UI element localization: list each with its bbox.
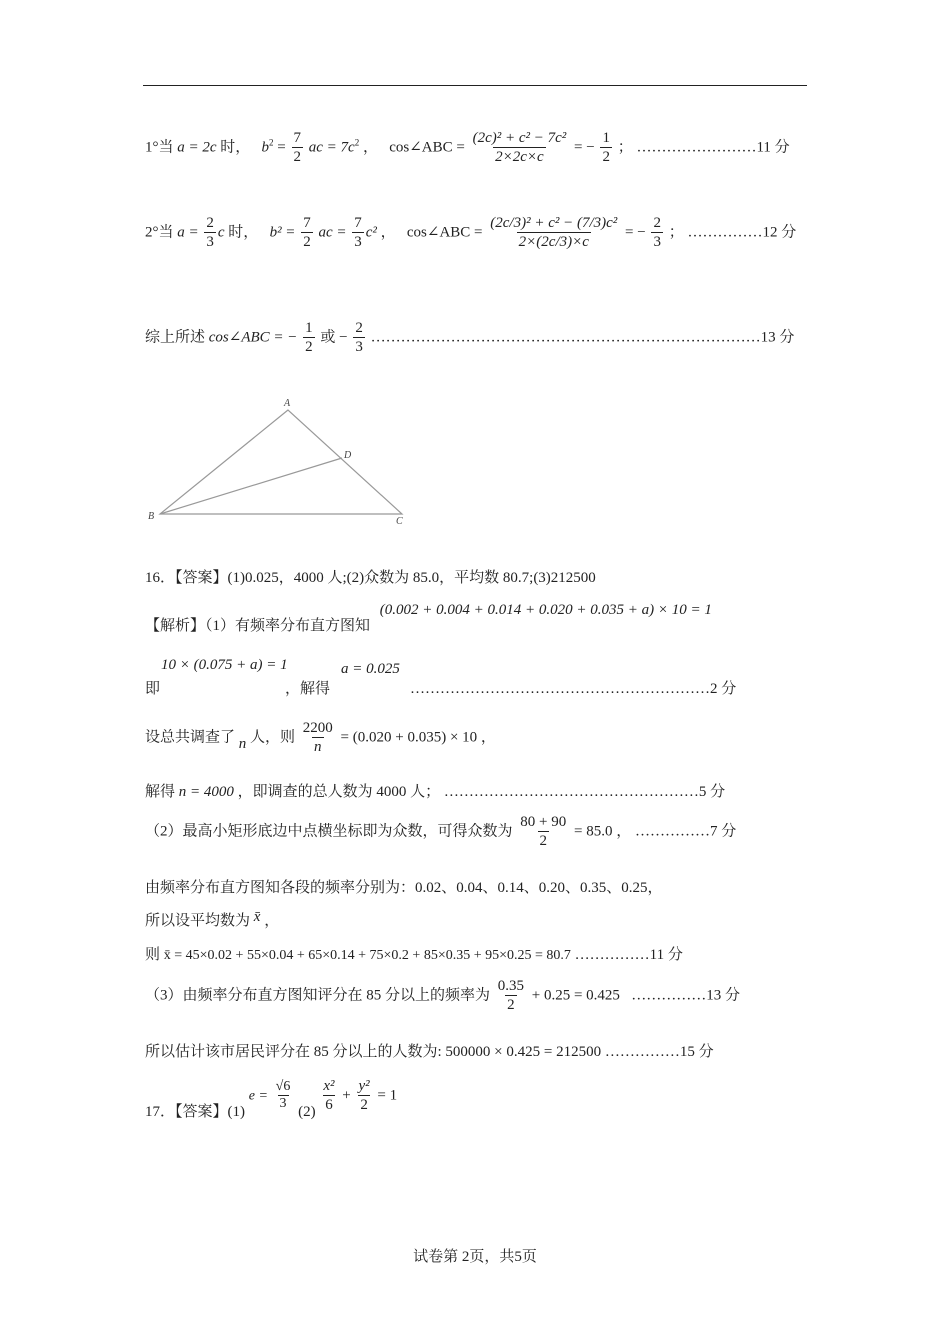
frac-num: (2c/3)² + c² − (7/3)c² xyxy=(490,215,618,231)
case1-cos-frac xyxy=(471,130,569,166)
summary-line xyxy=(145,320,794,356)
q16-avg-set: 所以设平均数为 xyxy=(145,913,251,929)
q16-survey-end: ， xyxy=(480,729,496,746)
case1-line: 1°当 a = 2c 时， $b^2$ = $\frac{7}{2}$ ac = $7c^2$ ， cos∠ABC = $\frac{\text{(2c)² + c² − 7c²}}{2\times 2c\times c}$ = − $\frac{1}{2}$ ； ……………………11 分 xyxy=(145,130,790,166)
frac-den: 3 xyxy=(354,234,362,251)
q16-est-text: 所以估计该市居民评分在 85 分以上的人数为: xyxy=(145,1044,442,1060)
q16-jiede: ，解得 xyxy=(285,681,331,697)
case2-line xyxy=(145,215,796,251)
q16-p3-text: （3）由频率分布直方图知评分在 85 分以上的频率为 xyxy=(145,987,491,1004)
q16-soln-post: ，即调查的总人数为 4000 人； xyxy=(237,784,441,800)
q16-avg-x: x̄ xyxy=(253,909,261,925)
q16-score-5: ……………………………………………5 分 xyxy=(443,784,726,800)
frac-num: x² xyxy=(323,1078,335,1094)
q16-survey-mid: 人，则 xyxy=(250,729,296,746)
result-pre: = − xyxy=(625,224,646,241)
q17-plus: + xyxy=(342,1087,351,1104)
q16-survey-frac xyxy=(301,720,335,756)
case1-cos-lhs: cos∠ABC = xyxy=(389,139,465,156)
q16-score-7: ……………7 分 xyxy=(634,823,737,840)
case2-b2-pre: b² = xyxy=(269,224,296,241)
frac-num: 1 xyxy=(305,320,313,336)
q16-score-11: ……………11 分 xyxy=(574,947,683,963)
end: ； xyxy=(668,224,684,241)
q17-y-frac xyxy=(356,1078,371,1114)
q17-e-pre: e = xyxy=(248,1088,268,1104)
label-c: C xyxy=(396,516,403,527)
q16-answer: 16．【答案】(1)0.025，4000 人;(2)众数为 85.0，平均数 80.7;(3)212500 xyxy=(145,570,596,586)
q16-soln: n = 4000 xyxy=(178,784,234,800)
q16-mode-text: （2）最高小矩形底边中点横坐标即为众数，可得众数为 xyxy=(145,823,513,840)
q16-p3-frac xyxy=(496,978,526,1014)
q17-lead: 17．【答案】(1) xyxy=(145,1103,245,1120)
q16-mode-eq: = 85.0 xyxy=(573,823,613,840)
label-a: A xyxy=(284,398,291,409)
summary-frac1 xyxy=(303,320,315,356)
label-b: B xyxy=(148,511,155,522)
case1-b: b xyxy=(261,139,270,156)
case1-eq: = xyxy=(277,139,290,156)
summary-frac2 xyxy=(353,320,365,356)
q16-score-15: ……………15 分 xyxy=(604,1044,714,1060)
q16-analysis-line xyxy=(145,596,712,634)
q16-avg-pre: 则 xyxy=(145,947,161,963)
q16-survey-pre: 设总共调查了 xyxy=(145,729,236,746)
q17-eq: = 1 xyxy=(377,1087,398,1104)
frac-num: 2200 xyxy=(302,720,333,736)
sep: ， xyxy=(362,139,378,156)
case1-when: 时， xyxy=(220,139,251,156)
frac-num: 2 xyxy=(206,215,214,231)
summary-cos: cos∠ABC = − xyxy=(208,329,298,346)
case2-b2-frac1 xyxy=(301,215,313,251)
case2-cos-lhs: cos∠ABC = xyxy=(406,224,483,241)
q16-score-13: ……………13 分 xyxy=(631,987,740,1004)
frac-num: 2 xyxy=(355,320,363,336)
q16-p3-eq: + 0.25 = 0.425 xyxy=(531,987,620,1004)
frac-den: 2×(2c/3)×c xyxy=(518,234,589,251)
summary-text: 综上所述 xyxy=(145,329,206,346)
label-d: D xyxy=(344,450,352,461)
q16-soln-line xyxy=(145,780,725,801)
frac-den: 3 xyxy=(653,234,661,251)
case2-cond-post: c xyxy=(217,224,225,241)
q16-ji: 即 xyxy=(145,681,161,697)
q16-est-eq: 500000 × 0.425 = 212500 xyxy=(445,1044,602,1060)
end: ； xyxy=(617,139,633,156)
q16-avg-set-line xyxy=(145,909,279,930)
triangle-abc xyxy=(160,410,402,514)
frac-num: 80 + 90 xyxy=(520,814,567,830)
frac-num: 1 xyxy=(602,130,610,146)
case1-seven-halves xyxy=(292,130,304,166)
frac-den: 3 xyxy=(279,1096,287,1112)
frac-den: 2 xyxy=(507,997,515,1014)
q16-freq-text: 由频率分布直方图知各段的频率分别为：0.02、0.04、0.14、0.20、0.35、0.25， xyxy=(145,880,663,896)
case2-cos-frac xyxy=(488,215,619,251)
case2-b2-mid: ac = xyxy=(318,224,347,241)
sep: ， xyxy=(380,224,396,241)
q16-survey-eq: = (0.020 + 0.035) × 10 xyxy=(340,729,478,746)
frac-num: (2c)² + c² − 7c² xyxy=(472,130,567,146)
q16-eq1: (0.002 + 0.004 + 0.014 + 0.020 + 0.035 + a) × 10 = 1 xyxy=(379,602,712,618)
case1-b2-tail: ac = 7c xyxy=(308,139,355,156)
q16-avg-end: ， xyxy=(264,913,280,929)
case2-cond-frac xyxy=(204,215,216,251)
result-pre: = − xyxy=(574,139,595,156)
header-rule xyxy=(143,85,807,86)
page-footer: 试卷第 2页，共5页 xyxy=(413,1249,537,1265)
frac-num: 2 xyxy=(653,215,661,231)
frac-den: 2 xyxy=(360,1097,368,1114)
case2-b2-frac2 xyxy=(352,215,364,251)
q16-sol-a: a = 0.025 xyxy=(341,661,400,677)
segment-bd xyxy=(160,458,342,514)
case1-result-frac xyxy=(600,130,612,166)
frac-den: 2 xyxy=(303,234,311,251)
frac-den: 2×2c×c xyxy=(495,149,544,166)
frac-den: 3 xyxy=(206,234,214,251)
summary-or: 或 − xyxy=(320,329,348,346)
frac-num: 7 xyxy=(293,130,302,146)
case1-lead: 1°当 xyxy=(145,139,174,156)
case2-cond-pre: a = xyxy=(177,224,199,241)
case1-score: ……………………11 分 xyxy=(636,139,790,156)
q16-mode-sep: ， xyxy=(616,823,632,840)
frac-den: 2 xyxy=(293,149,302,166)
frac-num: 0.35 xyxy=(497,978,525,994)
frac-den: 3 xyxy=(355,339,363,356)
q16-score-2: ……………………………………………………2 分 xyxy=(410,681,737,697)
frac-den: 2 xyxy=(539,833,547,850)
case2-score: ……………12 分 xyxy=(687,224,797,241)
q16-est-line xyxy=(145,1040,714,1061)
case2-result-frac xyxy=(651,215,663,251)
q16-mode-line xyxy=(145,814,736,850)
q16-p3-line xyxy=(145,978,740,1014)
frac-den: 6 xyxy=(325,1097,333,1114)
q16-analysis-label: 【解析】（1）有频率分布直方图知 xyxy=(145,618,371,634)
q17-p2: (2) xyxy=(298,1103,316,1120)
case2-when: 时， xyxy=(228,224,259,241)
frac-num: √6 xyxy=(275,1079,291,1095)
frac-num: y² xyxy=(358,1078,370,1094)
frac-num: 7 xyxy=(354,215,362,231)
q17-line xyxy=(145,1078,398,1120)
q16-mode-frac xyxy=(518,814,568,850)
frac-num: 7 xyxy=(303,215,311,231)
q16-survey-line xyxy=(145,720,496,756)
q16-survey-n: n xyxy=(238,735,247,752)
q17-e-frac xyxy=(274,1079,293,1113)
case2-lead: 2°当 xyxy=(145,224,174,241)
case2-b2-post: c² xyxy=(365,224,377,241)
frac-den: 2 xyxy=(305,339,313,356)
frac-den: 2 xyxy=(602,149,610,166)
q16-avg-eq: x̄ = 45×0.02 + 55×0.04 + 65×0.14 + 75×0.2 + 85×0.35 + 95×0.25 = 80.7 xyxy=(163,948,571,963)
q16-soln-pre: 解得 xyxy=(145,784,176,800)
q16-avg-line xyxy=(145,943,683,964)
q17-x-frac xyxy=(321,1078,336,1114)
frac-den: n xyxy=(314,739,322,756)
case1-cond: a = 2c xyxy=(177,139,217,156)
triangle-figure xyxy=(140,390,420,535)
q16-eq2: 10 × (0.075 + a) = 1 xyxy=(161,657,288,673)
summary-score: ……………………………………………………………………13 分 xyxy=(370,329,795,346)
